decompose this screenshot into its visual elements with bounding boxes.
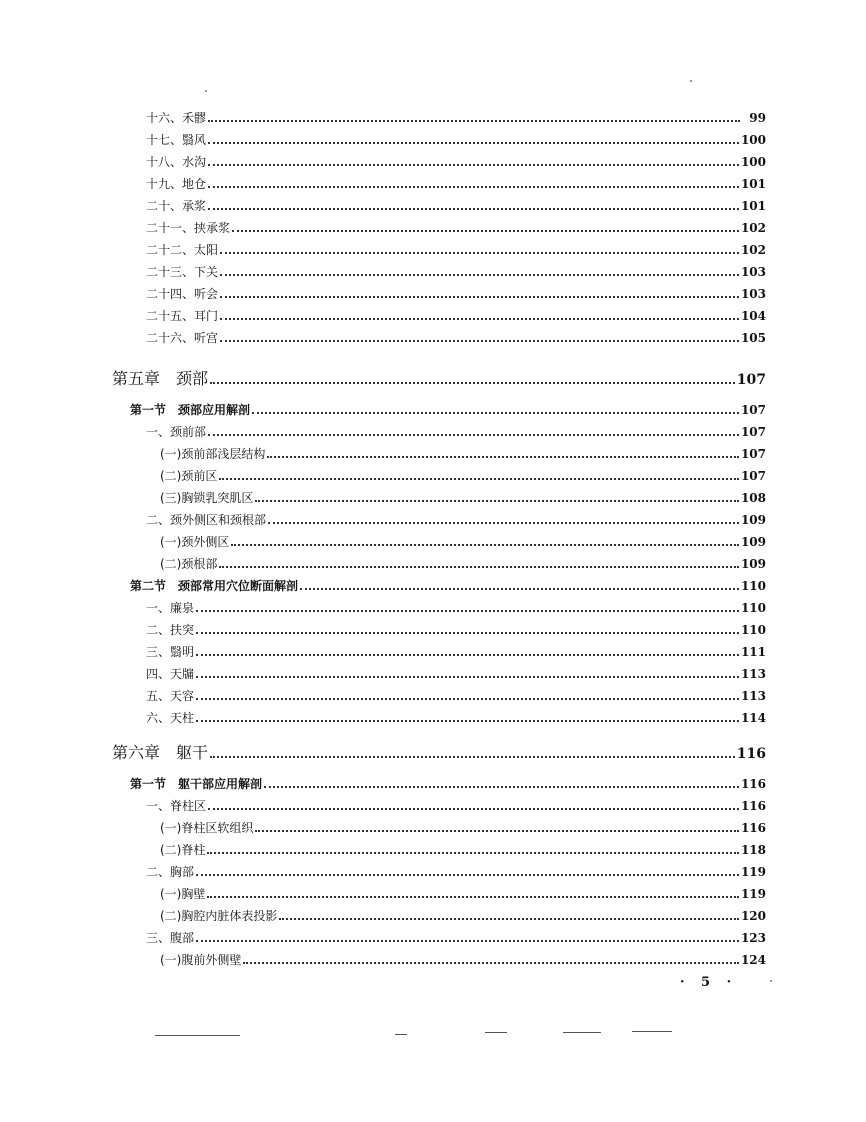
toc-entry-page: 101 [740,199,766,213]
dot-leader [208,142,739,144]
toc-entry [146,308,766,324]
dot-leader [196,676,739,678]
toc-entry-page: 101 [740,177,766,191]
toc-entry [146,176,766,192]
toc-section-label: 第一节 颈部应用解剖 [130,403,251,417]
toc-entry-page: 116 [740,799,766,813]
dot-leader [207,896,739,898]
toc-subentry [160,886,766,902]
toc-entry-page: 102 [740,221,766,235]
toc-chapter [112,369,766,390]
toc-chapter-page: 116 [736,746,766,762]
toc-chapter-label: 第五章 颈部 [112,369,209,388]
dot-leader [220,318,739,320]
toc-entry [146,264,766,280]
toc-section [130,776,766,792]
toc-entry-label: 十九、地仓 [146,177,207,191]
toc-subentry-page: 109 [740,535,766,549]
toc-entry-page: 105 [740,331,766,345]
toc-entry-label: 二十二、太阳 [146,243,219,257]
toc-entry-page: 111 [740,645,766,659]
toc-subentry-page: 108 [740,491,766,505]
toc-entry-label: 二、胸部 [146,865,195,879]
toc-subentry-page: 109 [740,557,766,571]
dot-leader [219,478,739,480]
dot-leader [208,808,739,810]
dot-leader [196,654,739,656]
dot-leader [220,340,739,342]
toc-entry [146,198,766,214]
toc-entry-page: 102 [740,243,766,257]
dot-leader [220,252,739,254]
toc-entry-page: 104 [740,309,766,323]
toc-subentry-label: (一)颈外侧区 [160,535,230,549]
toc-entry [146,864,766,880]
scan-artifact [155,1035,240,1036]
toc-entry [146,622,766,638]
toc-subentry-label: (一)胸壁 [160,887,206,901]
toc-subentry-label: (一)脊柱区软组织 [160,821,254,835]
dot-leader [196,610,739,612]
toc-entry [146,644,766,660]
toc-entry [146,110,766,126]
toc-subentry-label: (一)颈前部浅层结构 [160,447,266,461]
toc-entry [146,512,766,528]
toc-entry [146,242,766,258]
toc-subentry-label: (一)腹前外侧壁 [160,953,242,967]
dot-leader [219,566,739,568]
dot-leader [207,852,739,854]
dot-leader [210,756,735,758]
toc-entry [146,286,766,302]
toc-entry-page: 100 [740,133,766,147]
toc-subentry [160,952,766,968]
toc-entry-label: 十八、水沟 [146,155,207,169]
toc-subentry [160,908,766,924]
toc-entry-label: 二十四、听会 [146,287,219,301]
toc-subentry-page: 124 [740,953,766,967]
toc-entry-label: 二十六、听宫 [146,331,219,345]
toc-subentry [160,534,766,550]
toc-entry [146,220,766,236]
dot-leader [208,120,740,122]
toc-entry-label: 四、天牖 [146,667,195,681]
scan-artifact [395,1034,407,1035]
toc-entry-label: 二十、承浆 [146,199,207,213]
scan-artifact [632,1031,672,1032]
dot-leader [231,544,739,546]
dot-leader [196,874,739,876]
toc-entry [146,710,766,726]
toc-entry-page: 107 [740,425,766,439]
toc-entry-label: 三、翳明 [146,645,195,659]
dot-leader [255,830,739,832]
toc-entry-page: 110 [740,601,766,615]
toc-entry-label: 二、扶突 [146,623,195,637]
dot-leader [267,456,739,458]
scan-speck [205,90,207,92]
toc-section-page: 110 [740,579,766,593]
toc-subentry-page: 116 [740,821,766,835]
dot-leader [252,412,739,414]
toc-subentry [160,490,766,506]
dot-leader [208,434,739,436]
dot-leader [210,382,735,384]
toc-subentry-label: (二)颈根部 [160,557,218,571]
toc-section-page: 107 [740,403,766,417]
toc-entry-page: 110 [740,623,766,637]
toc-subentry [160,468,766,484]
dot-leader [220,296,739,298]
dot-leader [279,918,739,920]
toc-subentry-page: 107 [740,469,766,483]
toc-entry-page: 103 [740,265,766,279]
toc-entry-label: 六、天柱 [146,711,195,725]
dot-leader [220,274,739,276]
toc-entry-label: 一、廉泉 [146,601,195,615]
toc-section-label: 第一节 躯干部应用解剖 [130,777,263,791]
dot-leader [196,698,739,700]
toc-subentry [160,446,766,462]
toc-subentry [160,820,766,836]
toc-entry-page: 99 [749,111,766,125]
dot-leader [255,500,739,502]
toc-entry [146,666,766,682]
toc-section-page: 116 [740,777,766,791]
dot-leader [196,720,739,722]
toc-entry [146,798,766,814]
toc-entry-page: 113 [740,689,766,703]
toc-entry [146,330,766,346]
toc-entry-label: 十七、翳风 [146,133,207,147]
toc-chapter-page: 107 [736,372,766,388]
toc-subentry [160,842,766,858]
toc-entry [146,132,766,148]
toc-entry-page: 100 [740,155,766,169]
toc-entry [146,154,766,170]
toc-entry [146,688,766,704]
dot-leader [196,632,739,634]
scan-artifact [485,1032,507,1033]
toc-subentry [160,556,766,572]
toc-entry-label: 一、脊柱区 [146,799,207,813]
toc-entry-page: 123 [740,931,766,945]
toc-entry-page: 119 [740,865,766,879]
dot-leader [243,962,739,964]
dot-leader [264,786,739,788]
toc-entry-label: 三、腹部 [146,931,195,945]
toc-entry-label: 二、颈外侧区和颈根部 [146,513,267,527]
toc-chapter-label: 第六章 躯干 [112,743,209,762]
toc-entry [146,600,766,616]
toc-entry-page: 114 [740,711,766,725]
dot-leader [268,522,739,524]
toc-entry-page: 113 [740,667,766,681]
toc-subentry-page: 119 [740,887,766,901]
dot-leader [208,208,739,210]
scan-artifact [563,1032,601,1033]
toc-entry-label: 一、颈前部 [146,425,207,439]
toc-entry [146,424,766,440]
dot-leader [300,588,739,590]
toc-subentry-page: 118 [740,843,766,857]
dot-leader [196,940,739,942]
dot-leader [208,164,739,166]
toc-section-label: 第二节 颈部常用穴位断面解剖 [130,579,299,593]
toc-section [130,578,766,594]
scan-speck [770,980,772,982]
dot-leader [208,186,739,188]
toc-entry-page: 103 [740,287,766,301]
toc-subentry-label: (三)胸锁乳突肌区 [160,491,254,505]
toc-subentry-label: (二)脊柱 [160,843,206,857]
toc-subentry-label: (二)胸腔内脏体表投影 [160,909,278,923]
toc-entry-label: 二十三、下关 [146,265,219,279]
toc-section [130,402,766,418]
toc-chapter [112,743,766,764]
toc-subentry-page: 120 [740,909,766,923]
page-number: · 5 · [680,975,738,990]
toc-entry [146,930,766,946]
toc-subentry-label: (二)颈前区 [160,469,218,483]
toc-entry-label: 五、天容 [146,689,195,703]
toc-entry-page: 109 [740,513,766,527]
toc-entry-label: 十六、禾髎 [146,111,207,125]
dot-leader [232,230,739,232]
toc-subentry-page: 107 [740,447,766,461]
toc-entry-label: 二十一、挟承浆 [146,221,231,235]
toc-entry-label: 二十五、耳门 [146,309,219,323]
scan-speck [690,80,692,82]
